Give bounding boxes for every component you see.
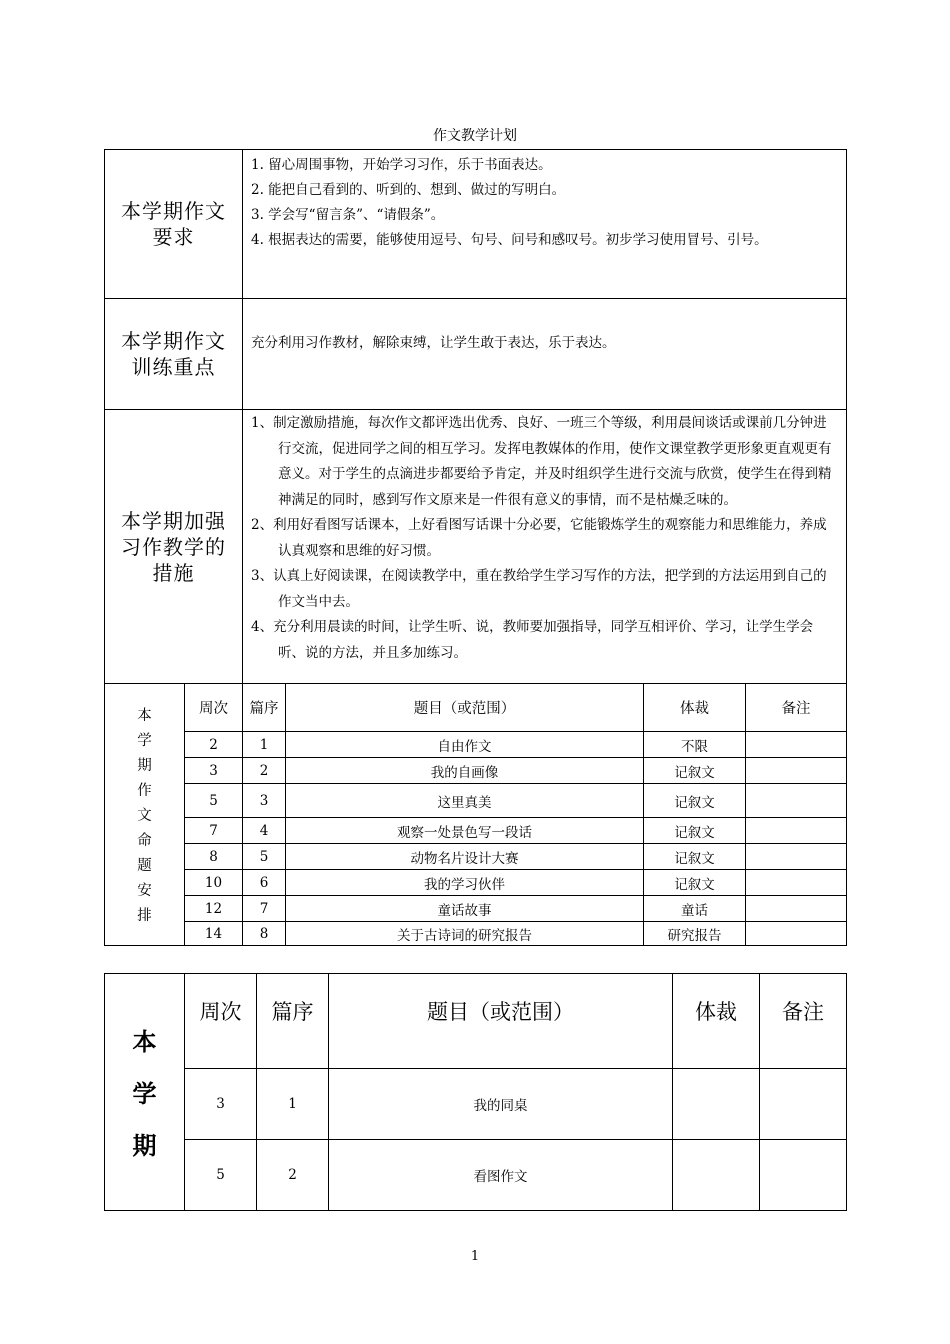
table-row: 7 4 观察一处景色写一段话 记叙文 (105, 818, 847, 844)
col-header-notes: 备注 (760, 974, 847, 1069)
table-row: 14 8 关于古诗词的研究报告 研究报告 (105, 922, 847, 946)
table-row: 5 2 看图作文 (105, 1140, 847, 1211)
requirement-item: 2. 能把自己看到的、听到的、想到、做过的写明白。 (251, 182, 566, 198)
schedule2-label: 本 学 期 (105, 974, 185, 1211)
col-header-order: 篇序 (243, 684, 286, 732)
plan-table (104, 149, 847, 946)
table-row: 3 1 我的同桌 (105, 1069, 847, 1140)
requirement-item: 4. 根据表达的需要，能够使用逗号、句号、问号和感叹号。初步学习使用冒号、引号。 (251, 232, 768, 248)
col-header-week: 周次 (185, 684, 243, 732)
plan-table-2 (104, 973, 847, 1211)
measure-item: 1、制定激励措施，每次作文都评选出优秀、良好、一班三个等级，利用晨间谈话或课前几分钟进行交流，促进同学之间的相互学习。发挥电教媒体的作用，使作文课堂教学更形象更直观更有意义。对于学生的点滴进步都要给予肯定，并及时组织学生进行交流与欣赏，使学生在得到精神满足的同时，感到写作文原来是一件很有意义的事情，而不是枯燥乏味的。 (251, 415, 832, 508)
table-row: 3 2 我的自画像 记叙文 (105, 758, 847, 784)
focus-label: 本学期作文训练重点 (105, 299, 243, 410)
table-row: 2 1 自由作文 不限 (105, 732, 847, 758)
col-header-genre: 体裁 (644, 684, 746, 732)
page-number: 1 (470, 1249, 480, 1264)
requirements-content (243, 150, 847, 299)
col-header-topic: 题目（或范围） (286, 684, 644, 732)
table-row: 12 7 童话故事 童话 (105, 896, 847, 922)
table-row: 10 6 我的学习伙伴 记叙文 (105, 870, 847, 896)
measure-item: 2、利用好看图写话课本，上好看图写话课十分必要，它能锻炼学生的观察能力和思维能力，养成认真观察和思维的好习惯。 (251, 517, 827, 559)
col-header-topic: 题目（或范围） (329, 974, 673, 1069)
table-row: 8 5 动物名片设计大赛 记叙文 (105, 844, 847, 870)
table-row: 5 3 这里真美 记叙文 (105, 784, 847, 818)
requirement-item: 1. 留心周围事物，开始学习习作，乐于书面表达。 (251, 157, 552, 173)
requirement-item: 3. 学会写“留言条”、“请假条”。 (251, 207, 445, 223)
page-title: 作文教学计划 (433, 128, 517, 144)
col-header-order: 篇序 (257, 974, 329, 1069)
schedule-label: 本 学 期 作 文 命 题 安 排 (105, 684, 185, 946)
measures-label: 本学期加强习作教学的措施 (105, 410, 243, 684)
requirements-label: 本学期作文要求 (105, 150, 243, 299)
focus-text: 充分利用习作教材，解除束缚，让学生敢于表达，乐于表达。 (243, 299, 847, 410)
measure-item: 4、充分利用晨读的时间，让学生听、说，教师要加强指导，同学互相评价、学习，让学生学会听、说的方法，并且多加练习。 (251, 619, 814, 661)
col-header-genre: 体裁 (673, 974, 760, 1069)
col-header-week: 周次 (185, 974, 257, 1069)
measures-content (243, 410, 847, 684)
measure-item: 3、认真上好阅读课，在阅读教学中，重在教给学生学习写作的方法，把学到的方法运用到自己的作文当中去。 (251, 568, 827, 610)
col-header-notes: 备注 (746, 684, 847, 732)
